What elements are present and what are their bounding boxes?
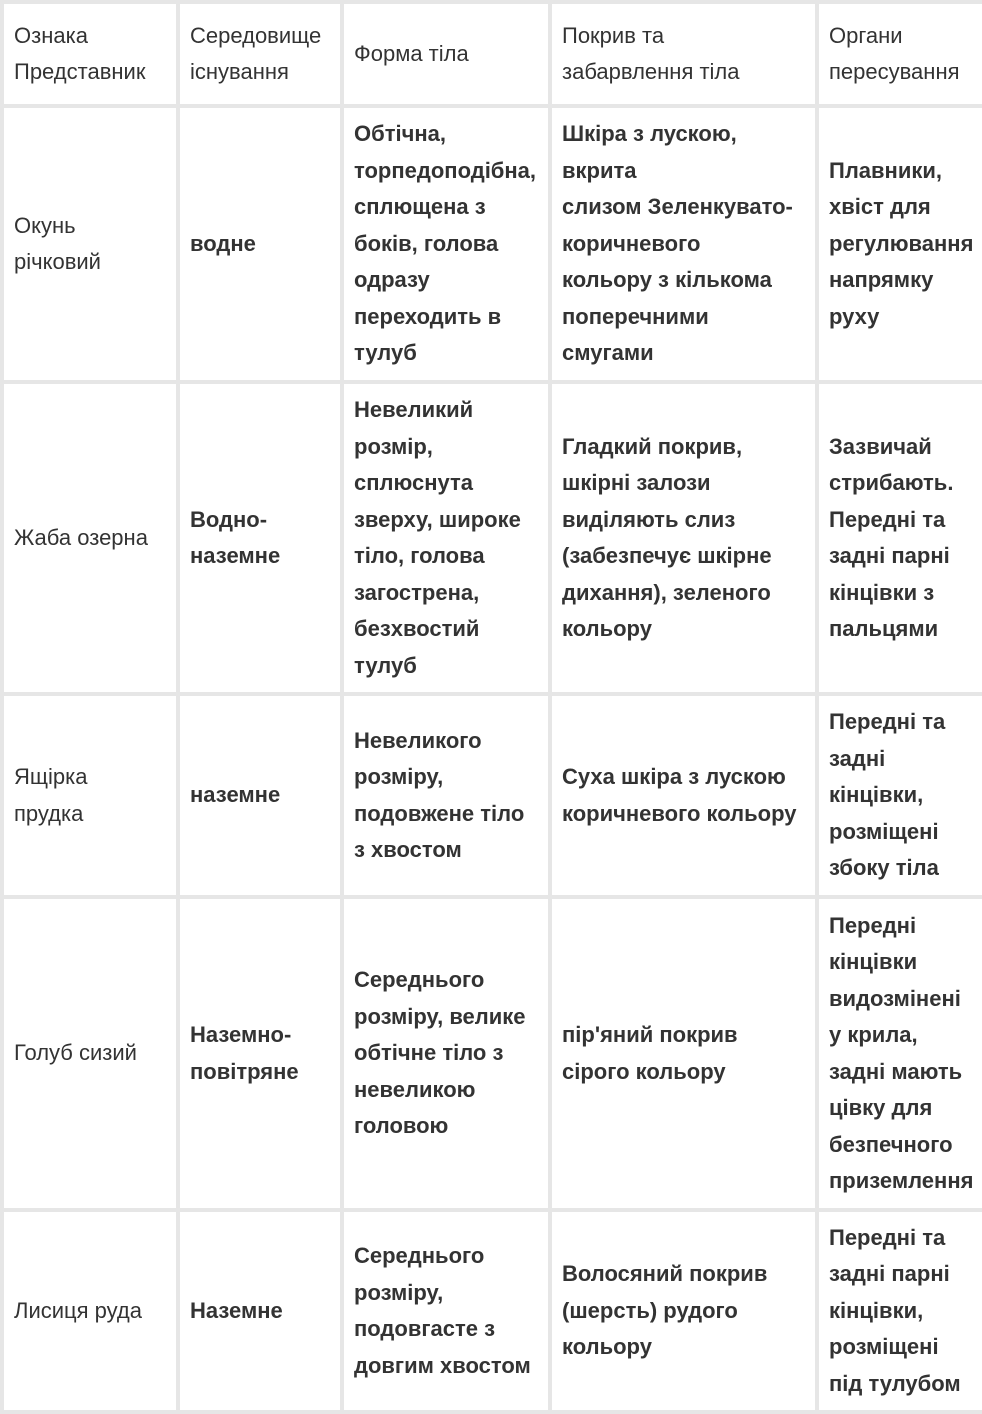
- covering-cell: пір'яний покрив сірого кольору: [550, 897, 817, 1210]
- body-shape-cell: Середнього розміру, велике обтічне тіло з невеликою головою: [342, 897, 550, 1210]
- covering-cell: Волосяний покрив (шерсть) рудого кольору: [550, 1210, 817, 1412]
- header-covering-coloration: Покрив та забарвлення тіла: [550, 2, 817, 106]
- body-shape-cell: Обтічна, торпедоподібна, сплющена з боків, голова одразу переходить в тулуб: [342, 106, 550, 382]
- table-row: [2, 1210, 982, 1412]
- representative-name: Жаба озерна: [2, 382, 178, 694]
- representative-name: Голуб сизий: [2, 897, 178, 1210]
- table-row: [2, 106, 982, 382]
- table-row: [2, 694, 982, 897]
- habitat-cell: наземне: [178, 694, 342, 897]
- locomotion-cell: Передні та задні парні кінцівки, розміщені під тулубом: [817, 1210, 982, 1412]
- locomotion-cell: Передні та задні кінцівки, розміщені збоку тіла: [817, 694, 982, 897]
- habitat-cell: водне: [178, 106, 342, 382]
- covering-cell: Суха шкіра з лускою коричневого кольору: [550, 694, 817, 897]
- body-shape-cell: Невеликого розміру, подовжене тіло з хвостом: [342, 694, 550, 897]
- header-row: [2, 2, 982, 106]
- representative-name: Окунь річковий: [2, 106, 178, 382]
- locomotion-cell: Зазвичай стрибають. Передні та задні парні кінцівки з пальцями: [817, 382, 982, 694]
- habitat-cell: Водно- наземне: [178, 382, 342, 694]
- header-body-shape: Форма тіла: [342, 2, 550, 106]
- covering-cell: Гладкий покрив, шкірні залози виділяють слиз (забезпечує шкірне дихання), зеленого кольору: [550, 382, 817, 694]
- covering-cell: Шкіра з лускою, вкрита слизом Зеленкувато- коричневого кольору з кількома поперечними смугами: [550, 106, 817, 382]
- representative-name: Ящірка прудка: [2, 694, 178, 897]
- locomotion-cell: Передні кінцівки видозмінені у крила, задні мають цівку для безпечного приземлення: [817, 897, 982, 1210]
- header-habitat: Середовище існування: [178, 2, 342, 106]
- locomotion-cell: Плавники, хвіст для регулювання напрямку руху: [817, 106, 982, 382]
- header-feature-representative: Ознака Представник: [2, 2, 178, 106]
- habitat-cell: Наземне: [178, 1210, 342, 1412]
- body-shape-cell: Невеликий розмір, сплюснута зверху, широке тіло, голова загострена, безхвостий тулуб: [342, 382, 550, 694]
- table-row: [2, 897, 982, 1210]
- table-row: [2, 382, 982, 694]
- representative-name: Лисиця руда: [2, 1210, 178, 1412]
- habitat-cell: Наземно- повітряне: [178, 897, 342, 1210]
- header-locomotion-organs: Органи пересування: [817, 2, 982, 106]
- body-shape-cell: Середнього розміру, подовгасте з довгим хвостом: [342, 1210, 550, 1412]
